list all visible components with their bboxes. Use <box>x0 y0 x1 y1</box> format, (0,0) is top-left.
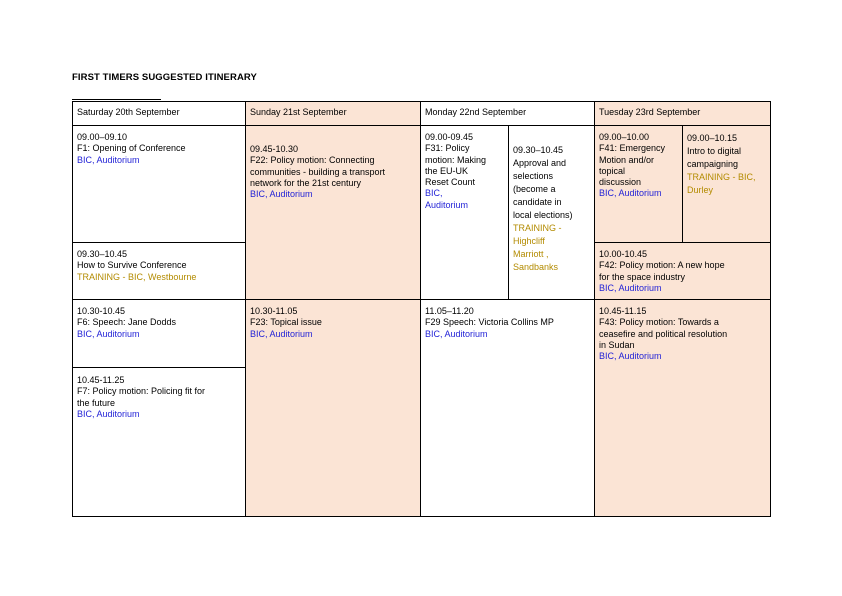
session-time: 09.45-10.30 <box>250 144 299 154</box>
session-venue: Sandbanks <box>513 262 559 272</box>
session-tue-digital <box>683 126 770 243</box>
session-venue: BIC, Auditorium <box>250 328 313 339</box>
session-venue: TRAINING - BIC, <box>687 172 756 182</box>
header-sunday <box>246 102 421 126</box>
session-venue: BIC, Auditorium <box>425 328 488 339</box>
session-title: Motion and/or <box>599 154 655 165</box>
session-title: F42: Policy motion: A new hope <box>599 260 725 271</box>
session-title: F41: Emergency <box>599 143 666 154</box>
session-venue: Marriott , <box>513 249 549 259</box>
session-venue: BIC, Auditorium <box>77 328 140 339</box>
session-title: F29 Speech: Victoria Collins MP <box>425 317 554 328</box>
session-sat-survive <box>73 243 246 300</box>
session-sat-opening <box>73 126 246 243</box>
day-label: Saturday 20th September <box>77 107 180 117</box>
session-sat-policing <box>73 368 246 516</box>
session-title: for the space industry <box>599 271 686 282</box>
session-title: motion: Making <box>425 154 487 165</box>
session-tue-space <box>595 243 770 300</box>
session-title: F43: Policy motion: Towards a <box>599 317 719 328</box>
session-time: 09.00-09.45 <box>425 132 474 142</box>
session-title: the future <box>77 397 116 408</box>
session-venue: Auditorium <box>425 199 469 210</box>
session-time: 10.30-10.45 <box>77 306 126 316</box>
session-title: Approval and <box>513 158 567 168</box>
session-time: 10.45-11.25 <box>77 375 125 385</box>
session-title: the EU-UK <box>425 165 469 176</box>
session-title: network for the 21st century <box>250 177 362 188</box>
header-tuesday <box>595 102 770 126</box>
session-title: F7: Policy motion: Policing fit for <box>77 386 206 397</box>
session-title: Intro to digital <box>687 146 742 156</box>
session-venue: Highcliff <box>513 236 545 246</box>
session-venue: BIC, <box>425 188 443 199</box>
session-title: Reset Count <box>425 177 476 188</box>
header-saturday <box>73 102 246 126</box>
session-tue-sudan <box>595 300 770 516</box>
session-title: candidate in <box>513 197 562 207</box>
session-venue: BIC, Auditorium <box>599 282 662 293</box>
session-venue: TRAINING - <box>513 223 562 233</box>
session-mon-collins <box>421 300 595 516</box>
session-time: 09.30–10.45 <box>77 249 128 259</box>
session-venue: BIC, Auditorium <box>599 188 662 199</box>
session-time: 10.45-11.15 <box>599 306 647 316</box>
session-sun-topical <box>246 300 421 516</box>
session-title: (become a <box>513 184 556 194</box>
session-time: 09.00–10.00 <box>599 132 650 142</box>
day-label: Monday 22nd September <box>425 107 527 117</box>
day-label: Tuesday 23rd September <box>599 107 701 117</box>
session-title: F6: Speech: Jane Dodds <box>77 317 177 328</box>
session-title: How to Survive Conference <box>77 260 187 271</box>
session-title: discussion <box>599 177 642 188</box>
session-venue: BIC, Auditorium <box>77 408 140 419</box>
session-title: local elections) <box>513 210 573 220</box>
session-title: F23: Topical issue <box>250 317 322 328</box>
session-venue: TRAINING - BIC, Westbourne <box>77 271 197 282</box>
session-time: 09.00–09.10 <box>77 132 128 142</box>
session-title: in Sudan <box>599 339 635 350</box>
session-venue: Durley <box>687 185 714 195</box>
session-time: 10.00-10.45 <box>599 249 648 259</box>
header-monday <box>421 102 595 126</box>
session-mon-eu-reset <box>421 126 509 300</box>
session-title: selections <box>513 171 554 181</box>
session-venue: BIC, Auditorium <box>599 351 662 362</box>
session-tue-emergency <box>595 126 683 243</box>
session-title: F1: Opening of Conference <box>77 143 186 154</box>
session-time: 09.00–10.15 <box>687 133 738 143</box>
session-title: campaigning <box>687 159 739 169</box>
session-time: 10.30-11.05 <box>250 306 298 316</box>
session-title: ceasefire and political resolution <box>599 328 728 339</box>
page-title: FIRST TIMERS SUGGESTED ITINERARY <box>72 72 257 83</box>
session-title: F31: Policy <box>425 143 470 154</box>
session-venue: BIC, Auditorium <box>77 154 140 165</box>
session-title: F22: Policy motion: Connecting <box>250 155 375 166</box>
session-mon-selections <box>509 126 595 300</box>
title-underline <box>72 99 161 100</box>
session-title: communities - building a transport <box>250 166 386 177</box>
session-time: 11.05–11.20 <box>425 306 474 316</box>
itinerary-table <box>72 101 771 517</box>
day-label: Sunday 21st September <box>250 107 347 117</box>
session-sun-transport <box>246 126 421 300</box>
session-sat-dodds <box>73 300 246 368</box>
session-time: 09.30–10.45 <box>513 145 564 155</box>
session-title: topical <box>599 165 626 176</box>
session-venue: BIC, Auditorium <box>250 189 313 200</box>
